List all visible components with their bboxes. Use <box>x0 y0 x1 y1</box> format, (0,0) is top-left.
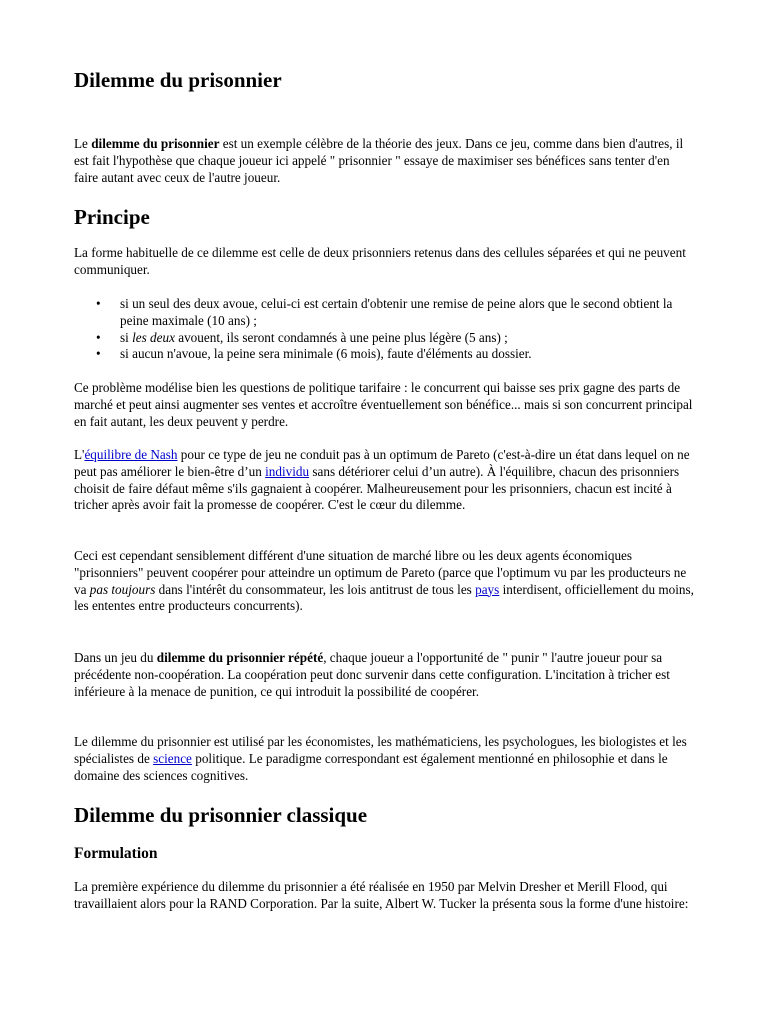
principe-paragraph-3: L'équilibre de Nash pour ce type de jeu ne conduit pas à un optimum de Pareto (c'est-à-dire un état dans lequel on ne peut pas améliorer le bien-être d’un individu sans détériorer celui d’un autre). À l'équilibre, chacun des prisonniers choisit de faire défaut même s'ils gagnaient à coopérer. Malheureusement pour les prisonniers, chacun est incité à tricher après avoir fait la promesse de coopérer. C'est le cœur du dilemme. <box>74 447 690 513</box>
page-title: Dilemme du prisonnier <box>74 68 282 92</box>
principe-paragraph-5: Dans un jeu du dilemme du prisonnier répété, chaque joueur a l'opportunité de " punir " l'autre joueur pour sa précédente non-coopération. La coopération peut donc survenir dans cette configuration. L'incitation à tricher est inférieure à la menace de punition, ce qui introduit la possibilité de coopérer. <box>74 650 670 699</box>
bullet-list <box>74 296 696 363</box>
list-item: • si les deux avouent, ils seront condamnés à une peine plus légère (5 ans) ; <box>96 329 508 345</box>
principe-paragraph-1: La forme habituelle de ce dilemme est celle de deux prisonniers retenus dans des cellules séparées et qui ne peuvent communiquer. <box>74 245 686 277</box>
principe-paragraph-2: Ce problème modélise bien les questions de politique tarifaire : le concurrent qui baisse ses prix gagne des parts de marché et peut ainsi augmenter ses ventes et accroître éventuellement son bénéfice... mais si son concurrent principal en fait autant, les deux peuvent y perdre. <box>74 380 693 429</box>
principe-paragraph-4: Ceci est cependant sensiblement différent d'une situation de marché libre ou les deux agents économiques "prisonniers" peuvent coopérer pour atteindre un optimum de Pareto (parce que l'optimum vu par les producteurs ne va pas toujours dans l'intérêt du consommateur, les lois antitrust de tous les pays interdisent, officiellement du moins, les ententes entre producteurs concurrents). <box>74 548 694 614</box>
bullet-icon: • <box>96 296 101 311</box>
subsection-heading-formulation: Formulation <box>74 845 158 862</box>
section-heading-classique: Dilemme du prisonnier classique <box>74 803 368 827</box>
bullet-icon: • <box>96 329 101 345</box>
link-science[interactable]: science <box>153 750 192 766</box>
link-equilibre-de-nash[interactable]: équilibre de Nash <box>84 447 178 462</box>
bold-term: dilemme du prisonnier <box>91 136 220 151</box>
section-heading-principe: Principe <box>74 205 150 229</box>
principe-paragraph-6: Le dilemme du prisonnier est utilisé par les économistes, les mathématiciens, les psychologues, les biologistes et les spécialistes de science politique. Le paradigme correspondant est également mentionné en philosophie et dans le domaine des sciences cognitives. <box>74 734 687 783</box>
formulation-paragraph: La première expérience du dilemme du prisonnier a été réalisée en 1950 par Melvin Dresher et Merill Flood, qui travaillaient alors pour la RAND Corporation. Par la suite, Albert W. Tucker la présenta sous la forme d'une histoire: <box>74 879 689 911</box>
list-item: • si aucun n'avoue, la peine sera minimale (6 mois), faute d'éléments au dossier. <box>96 346 532 362</box>
list-item: • si un seul des deux avoue, celui-ci est certain d'obtenir une remise de peine alors que le second obtient la peine maximale (10 ans) ; <box>96 296 673 328</box>
bullet-icon: • <box>96 346 101 362</box>
bold-term: dilemme du prisonnier répété <box>156 650 324 665</box>
link-pays[interactable]: pays <box>475 581 500 597</box>
link-individu[interactable]: individu <box>265 463 310 479</box>
intro-paragraph: Le dilemme du prisonnier est un exemple célèbre de la théorie des jeux. Dans ce jeu, comme dans bien d'autres, il est fait l'hypothèse que chaque joueur ici appelé " prisonnier " essaye de maximiser ses bénéfices sans tenter d'en faire autant avec ceux de l'autre joueur. <box>74 136 684 185</box>
